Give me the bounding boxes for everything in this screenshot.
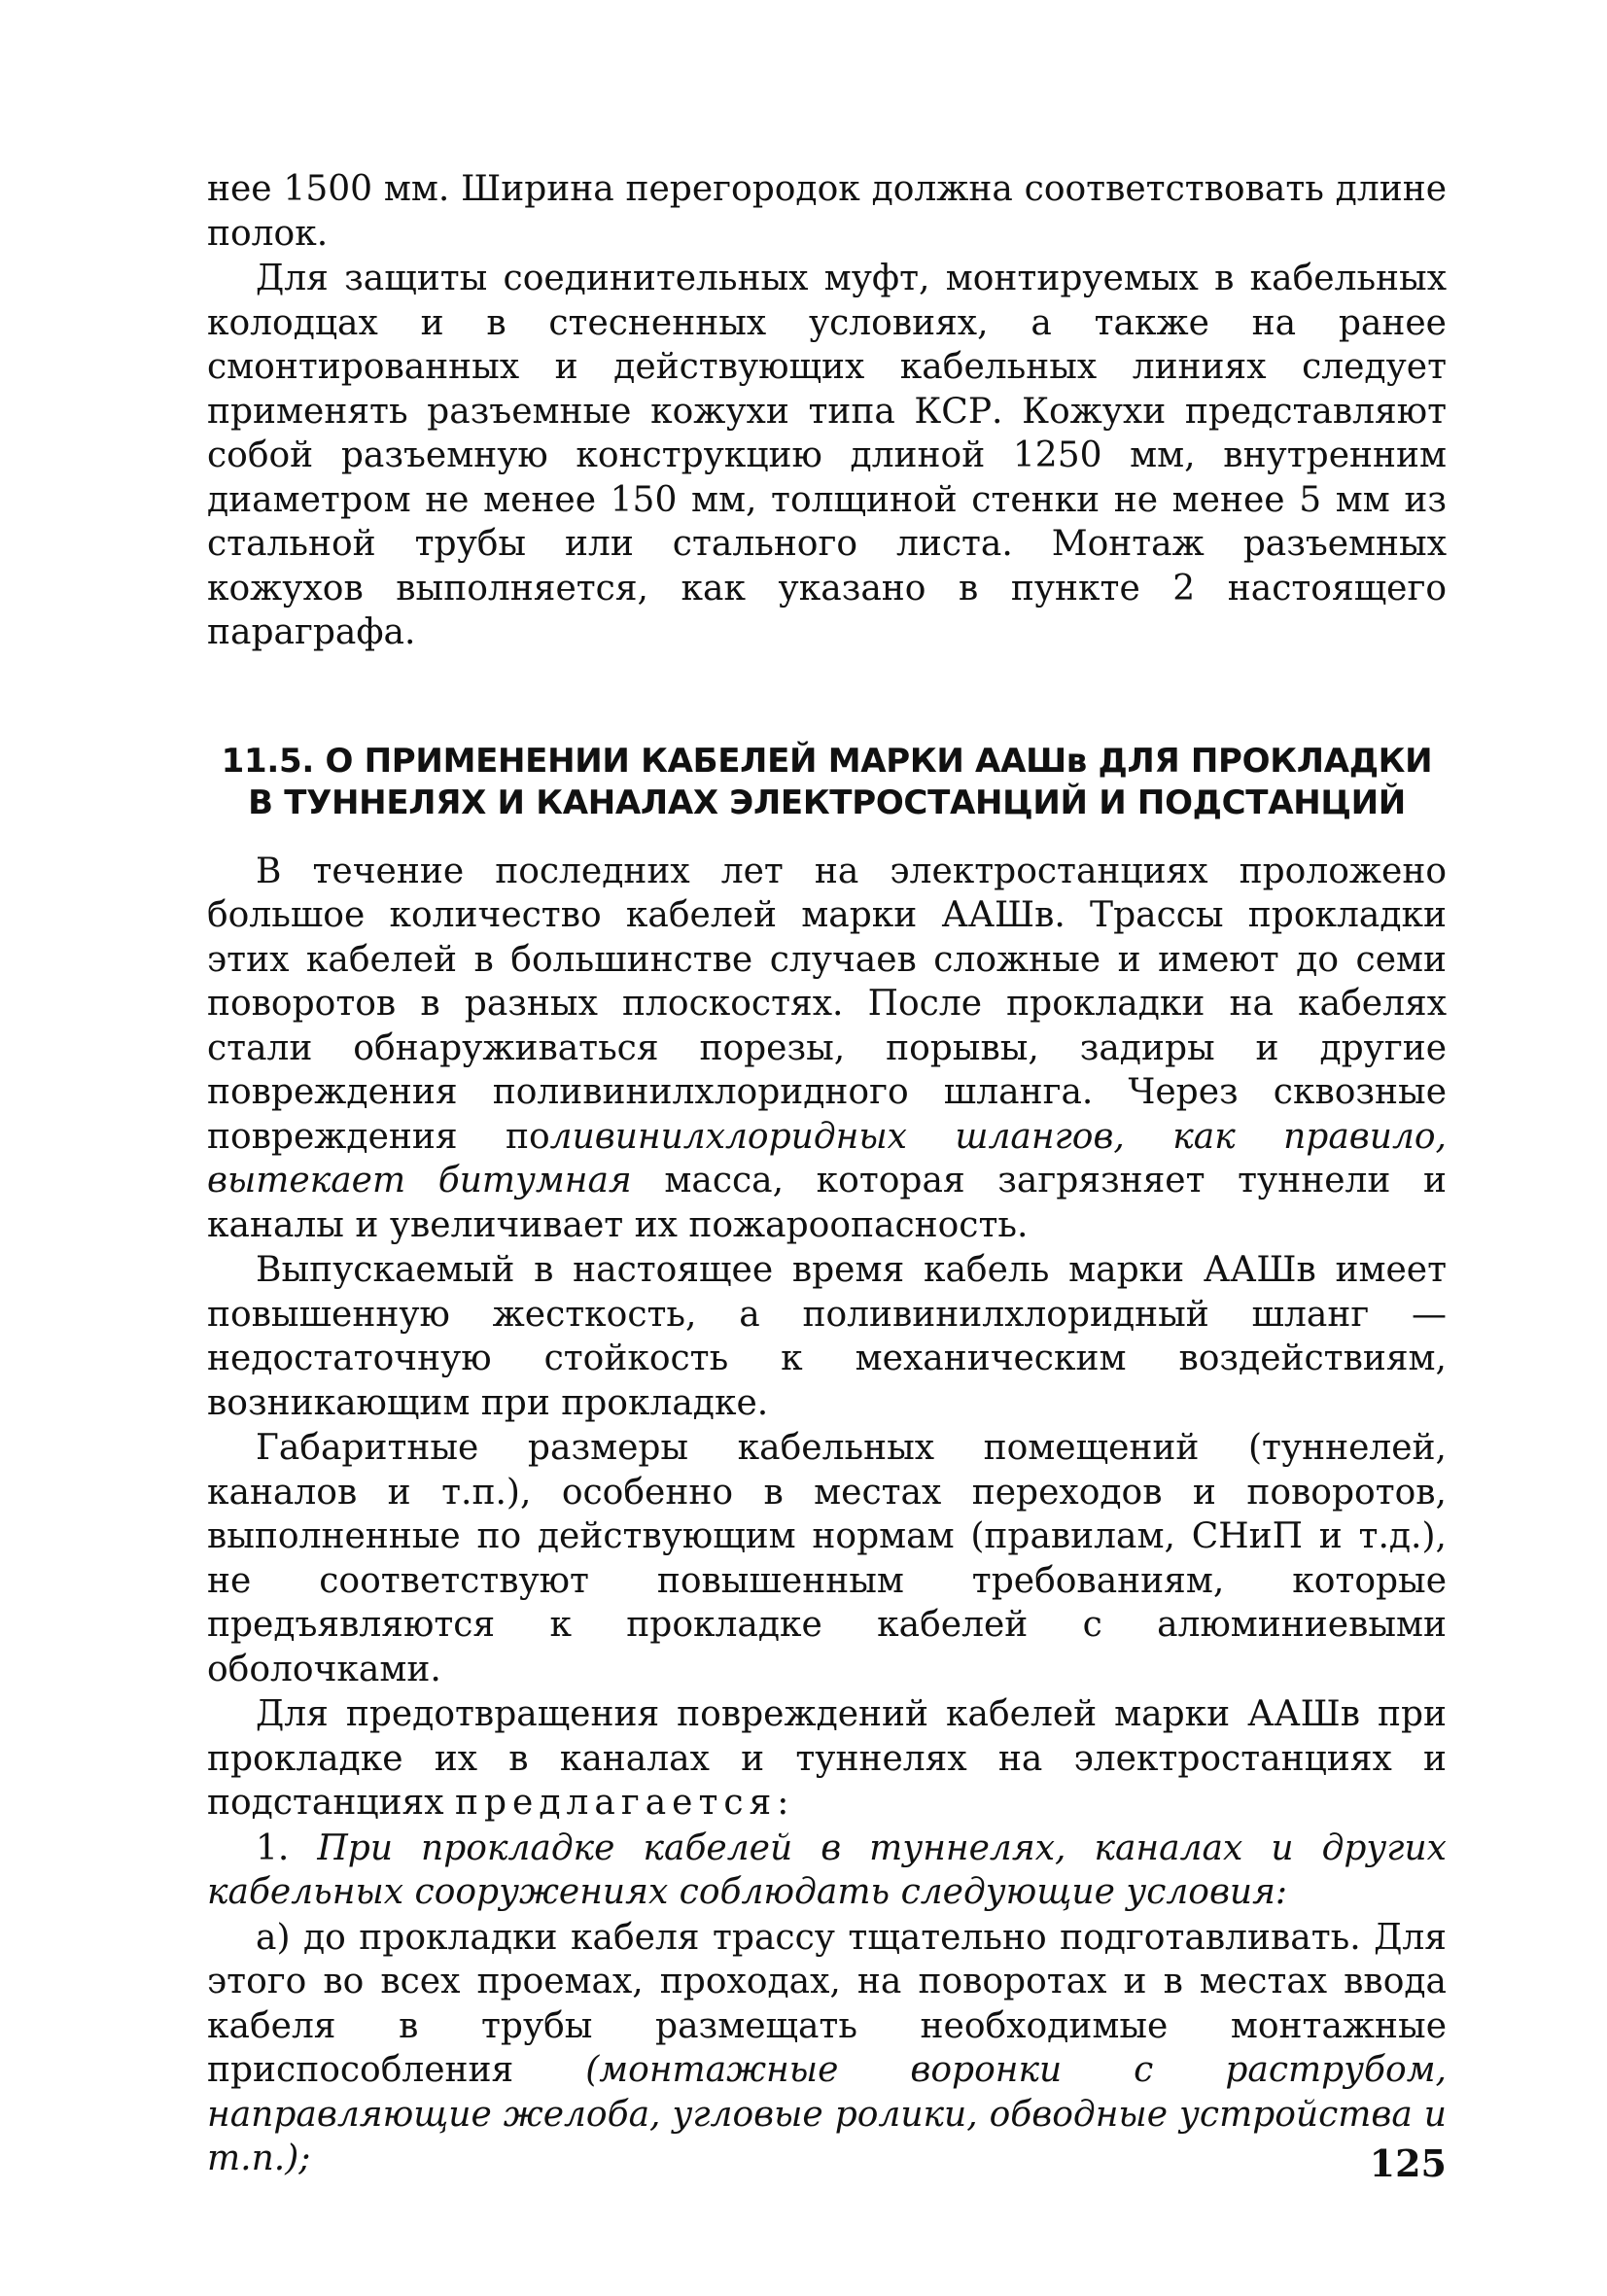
- paragraph-proposal: [207, 1692, 1447, 1826]
- paragraph-continuation: нее 1500 мм. Ширина перегородок должна соответствовать длине полок.: [207, 169, 1447, 254]
- paragraph-damage-italic: ливинилхлоридных шлангов, как правило, вытекает битумная: [207, 1116, 1447, 1200]
- paragraph-dimensions: Габаритные размеры кабельных помещений (туннелей, каналов и т.п.), особенно в местах переходов и поворотов, выполненные по действующим нормам (правилам, СНиП и т.д.), не соответствуют повышенным требованиям, которые предъявляются к прокладке кабелей с алюминиевыми оболочками.: [207, 1428, 1447, 1689]
- paragraph-damage-description: [207, 850, 1447, 1248]
- paragraph-ksr-covers: Для защиты соединительных муфт, монтируемых в кабельных колодцах и в стесненных условиях, а также на ранее смонтированных и действующих кабельных линиях следует применять разъемные кожухи типа КСР. Кожухи представляют собой разъемную конструкцию длиной 1250 мм, внутренним диаметром не менее 150 мм, толщиной стенки не менее 5 мм из стальной трубы или стального листа. Монтаж разъемных кожухов выполняется, как указано в пункте 2 настоящего параграфа.: [207, 259, 1447, 652]
- list-item-a-italic: (монтажные воронки с раструбом, направляющие желоба, угловые ролики, обводные устройства и т.п.);: [207, 2050, 1447, 2178]
- section-heading-line-1: 11.5. О ПРИМЕНЕНИИ КАБЕЛЕЙ МАРКИ ААШв ДЛЯ ПРОКЛАДКИ: [221, 741, 1433, 781]
- paragraph-proposal-text: Для предотвращения повреждений кабелей марки ААШв при прокладке их в каналах и туннелях на электростанциях и подстанциях: [207, 1694, 1447, 1823]
- paragraph-proposal-spaced: предлагается: [454, 1783, 778, 1823]
- list-item-1-number: 1.: [256, 1827, 318, 1868]
- list-item-a-text: а) до прокладки кабеля трассу тщательно подготавливать. Для этого во всех проемах, проходах, на поворотах и в местах ввода кабеля в трубы размещать необходимые монтажные приспособления: [207, 1917, 1447, 2090]
- paragraph-cable-stiffness: Выпускаемый в настоящее время кабель марки ААШв имеет повышенную жесткость, а поливинилхлоридный шланг — недостаточную стойкость к механическим воздействиям, возникающим при прокладке.: [207, 1250, 1447, 1423]
- page-number: 125: [1369, 2141, 1447, 2185]
- paragraph-proposal-colon: :: [777, 1783, 789, 1823]
- list-item-1: [207, 1826, 1447, 1915]
- paragraph-damage-end: масса, которая загрязняет туннели и каналы и увеличивает их пожароопасность.: [207, 1161, 1447, 1245]
- list-item-1-text: При прокладке кабелей в туннелях, каналах и других кабельных сооружениях соблюдать следующие условия:: [207, 1827, 1447, 1912]
- paragraph-damage-text: В течение последних лет на электростанциях проложено большое количество кабелей марки ААШв. Трассы прокладки этих кабелей в большинстве случаев сложные и имеют до семи поворотов в разных плоскостях. После прокладки на кабелях стали обнаруживаться порезы, порывы, задиры и другие повреждения поливинилхлоридного шланга. Через сквозные повреждения по: [207, 851, 1447, 1157]
- list-item-a: [207, 1916, 1447, 2181]
- page-content: [207, 167, 1447, 2181]
- section-heading: [207, 741, 1447, 824]
- section-heading-line-2: В ТУННЕЛЯХ И КАНАЛАХ ЭЛЕКТРОСТАНЦИЙ И ПОДСТАНЦИЙ: [248, 783, 1406, 822]
